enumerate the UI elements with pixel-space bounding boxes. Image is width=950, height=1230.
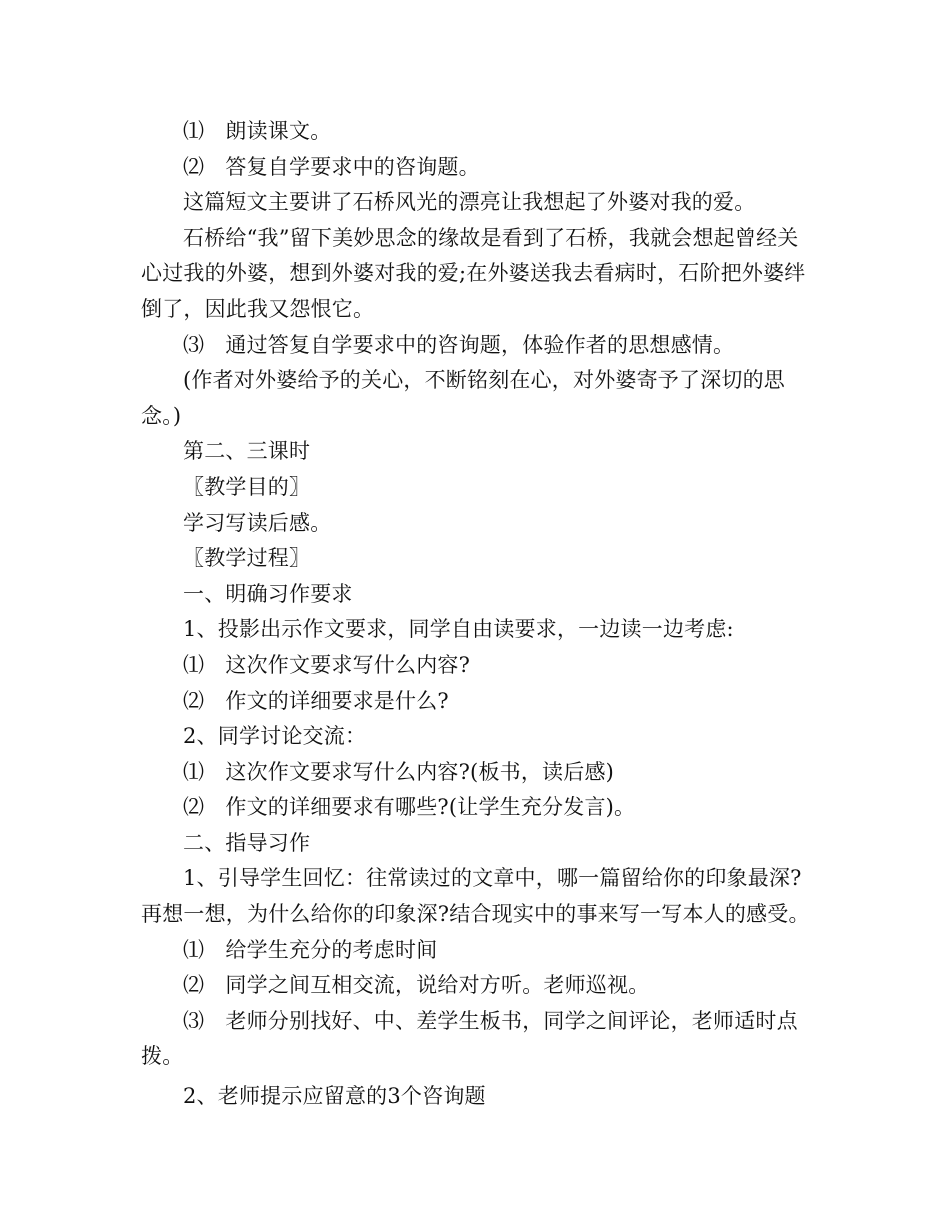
- teaching-objective-heading: 〖教学目的〗: [183, 474, 311, 499]
- reason-paragraph: 石桥给“我”留下美妙思念的缘故是看到了石桥，我就会想起曾经关心过我的外婆，想到外婆对我的爱;在外婆送我去看病时，石阶把外婆绊倒了，因此我又怨恨它。: [141, 225, 806, 321]
- author-emotion-paragraph: (作者对外婆给予的关心，不断铭刻在心，对外婆寄予了深切的思念。): [141, 368, 785, 428]
- section-1-heading: 一、明确习作要求: [183, 581, 353, 606]
- step-1-read-text: ⑴ 朗读课文。: [183, 119, 332, 143]
- section-2-heading: 二、指导习作: [183, 830, 311, 855]
- section-2-item-2: 2、老师提示应留意的3个咨询题: [183, 1084, 486, 1109]
- section-1-subitem-2: ⑵ 作文的详细要求是什么?: [183, 688, 449, 713]
- section-2-subitem-1: ⑴ 给学生充分的考虑时间: [183, 937, 438, 962]
- document-body: [141, 114, 813, 1115]
- step-3-feel-emotion: ⑶ 通过答复自学要求中的咨询题，体验作者的思想感情。: [183, 332, 735, 357]
- section-2-item-1: 1、引导学生回忆：往常读过的文章中，哪一篇留给你的印象最深?再想一想，为什么给你的印象深?结合现实中的事来写一写本人的感受。: [141, 866, 810, 927]
- section-1-subitem-4: ⑵ 作文的详细要求有哪些?(让学生充分发言)。: [183, 795, 636, 820]
- section-1-subitem-3: ⑴ 这次作文要求写什么内容?(板书，读后感): [183, 759, 615, 784]
- step-2-answer-questions: ⑵ 答复自学要求中的咨询题。: [183, 154, 480, 179]
- section-2-subitem-2: ⑵ 同学之间互相交流，说给对方听。老师巡视。: [183, 973, 650, 998]
- section-1-item-1: 1、投影出示作文要求，同学自由读要求，一边读一边考虑:: [183, 617, 734, 642]
- teaching-objective-text: 学习写读后感。: [183, 510, 332, 535]
- section-2-subitem-3: ⑶ 老师分别找好、中、差学生板书，同学之间评论，老师适时点拨。: [141, 1008, 798, 1069]
- section-1-item-2: 2、同学讨论交流：: [183, 724, 367, 749]
- lesson-heading: 第二、三课时: [183, 439, 311, 464]
- teaching-process-heading: 〖教学过程〗: [183, 546, 311, 571]
- summary-paragraph: 这篇短文主要讲了石桥风光的漂亮让我想起了外婆对我的爱。: [183, 190, 756, 215]
- section-1-subitem-1: ⑴ 这次作文要求写什么内容?: [183, 652, 471, 677]
